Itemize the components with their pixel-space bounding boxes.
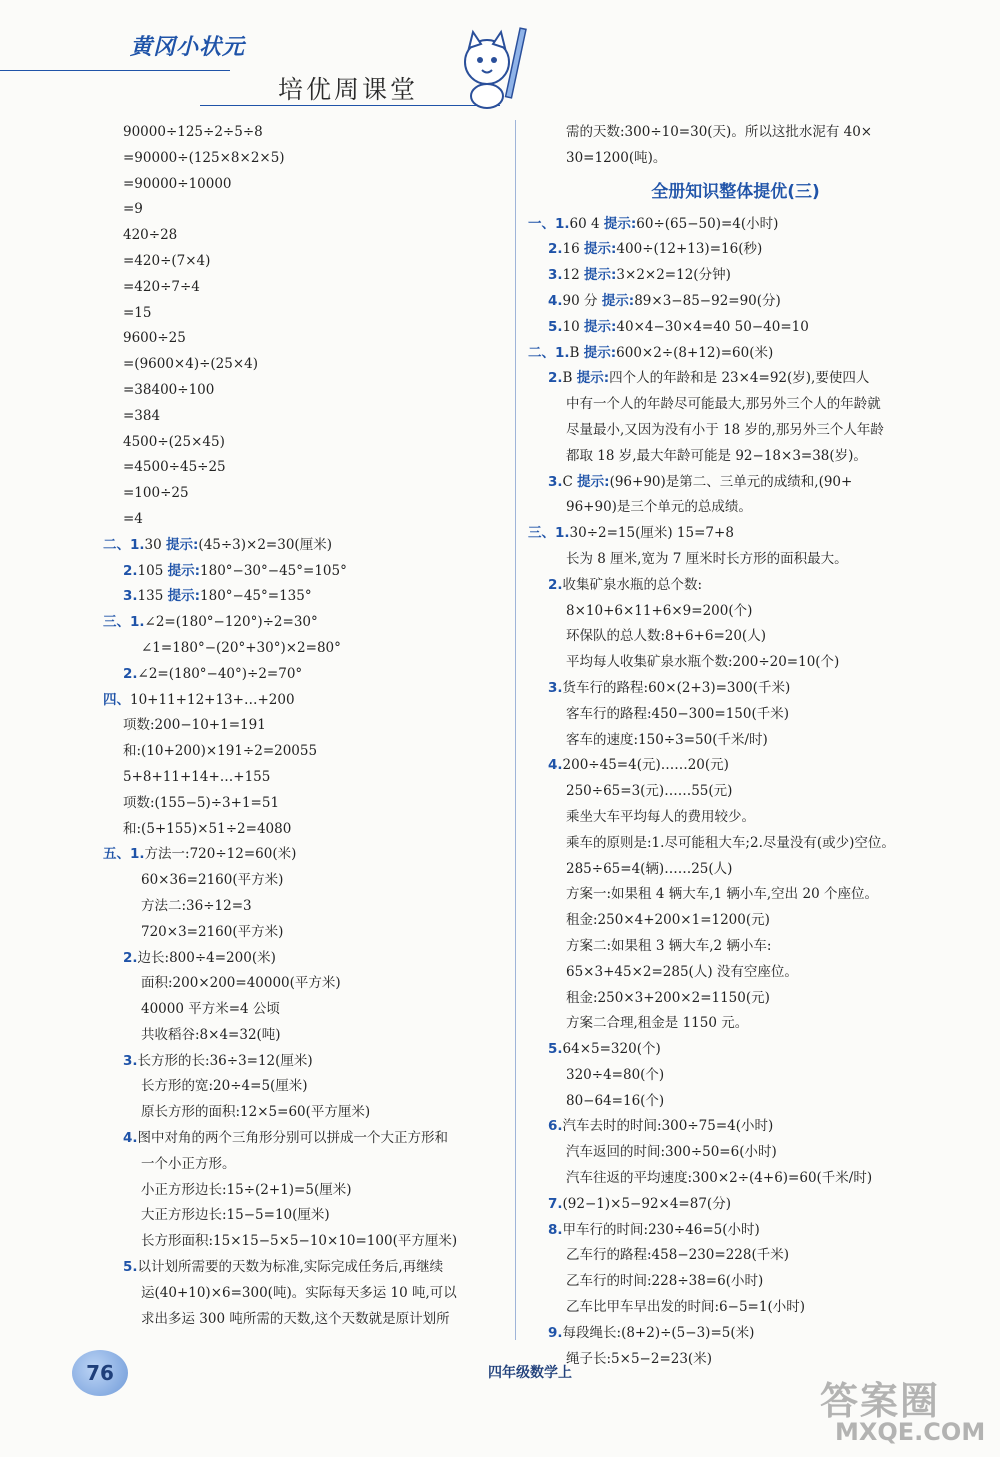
answer-text: 租金:250×4+200×1=1200(元) xyxy=(566,912,770,929)
answer-text: 和:(10+200)×191÷2=20055 xyxy=(123,743,318,760)
hint-text: 40×4−30×4=40 50−40=10 xyxy=(616,318,809,335)
answer-text: 长方形的长:36÷3=12(厘米) xyxy=(137,1052,313,1069)
answer-line xyxy=(528,1321,943,1347)
hint-label: 提示: xyxy=(167,562,201,579)
answer-text: 长方形的宽:20÷4=5(厘米) xyxy=(141,1078,308,1095)
hint-label: 提示: xyxy=(584,241,617,258)
answer-text: 绳子长:5×5−2=23(米) xyxy=(566,1350,712,1367)
cat-mascot-icon xyxy=(455,22,535,112)
hint-text: 60÷(65−50)=4(小时) xyxy=(636,215,779,232)
answer-text: =4500÷45÷25 xyxy=(123,459,226,476)
answer-line xyxy=(528,1218,943,1244)
watermark-url: MXQE.COM xyxy=(835,1418,986,1446)
answer-line xyxy=(103,1229,513,1255)
item-number: 2. xyxy=(123,665,138,682)
answer-line xyxy=(528,908,943,934)
answer-text: =100÷25 xyxy=(123,485,189,502)
answer-text: ∠2=(180°−120°)÷2=30° xyxy=(144,614,318,631)
answer-line xyxy=(528,805,943,831)
answer-text: C xyxy=(562,473,573,490)
hint-label: 提示: xyxy=(583,344,617,361)
book-label: 四年级数学上 xyxy=(488,1365,572,1381)
answer-line xyxy=(528,1269,943,1295)
answer-text: ∠1=180°−(20°+30°)×2=80° xyxy=(141,639,341,656)
answer-line xyxy=(103,713,513,739)
answer-text: 285÷65=4(辆)……25(人) xyxy=(566,860,733,877)
answer-text: 90000÷125÷2÷5÷8 xyxy=(123,124,263,140)
answer-text: 甲车行的时间:230÷46=5(小时) xyxy=(562,1221,760,1238)
right-answer-column xyxy=(528,120,943,1372)
answer-text: 每段绳长:(8+2)÷(5−3)=5(米) xyxy=(562,1324,755,1341)
answer-text: 9600÷25 xyxy=(123,330,186,347)
answer-line xyxy=(103,1203,513,1229)
answer-text: =90000÷10000 xyxy=(123,175,232,192)
answer-line xyxy=(528,470,943,496)
answer-line xyxy=(528,315,943,341)
answer-text: 图中对角的两个三角形分别可以拼成一个大正方形和 xyxy=(137,1130,449,1147)
hint-text: 400÷(12+13)=16(秒) xyxy=(616,241,763,258)
answer-line xyxy=(103,894,513,920)
answer-line xyxy=(103,146,513,172)
answer-line xyxy=(103,430,513,456)
answer-text: 方案一:如果租 4 辆大车,1 辆小车,空出 20 个座位。 xyxy=(566,886,878,903)
answer-text: 30÷2=15(厘米) 15=7+8 xyxy=(569,525,734,542)
answer-line xyxy=(528,650,943,676)
answer-text: 80−64=16(个) xyxy=(566,1092,665,1109)
answer-line xyxy=(103,1023,513,1049)
hint-label: 提示: xyxy=(584,318,617,335)
answer-line xyxy=(528,960,943,986)
answer-text: 64×5=320(个) xyxy=(562,1041,661,1058)
item-number: 9. xyxy=(548,1324,563,1341)
answer-text: (92−1)×5−92×4=87(分) xyxy=(562,1195,731,1212)
answer-line xyxy=(103,946,513,972)
column-divider xyxy=(515,120,516,1340)
answer-text: 16 xyxy=(562,241,580,258)
continued-answer xyxy=(528,120,943,172)
item-number: 3. xyxy=(123,1052,138,1069)
answer-line xyxy=(528,418,943,444)
answer-text: 720×3=2160(平方米) xyxy=(141,923,284,940)
answer-line xyxy=(528,1011,943,1037)
answer-text: 和:(5+155)×51÷2=4080 xyxy=(123,820,292,837)
answer-line xyxy=(103,868,513,894)
answer-line xyxy=(103,1281,513,1307)
answer-line xyxy=(103,223,513,249)
item-number: 3. xyxy=(548,679,563,696)
answer-text: 尽量最小,又因为没有小于 18 岁的,那另外三个人年龄 xyxy=(566,421,884,438)
item-number: 5. xyxy=(123,1259,138,1276)
answer-line xyxy=(103,404,513,430)
answer-line xyxy=(528,1295,943,1321)
answer-line xyxy=(528,831,943,857)
hint-label: 提示: xyxy=(577,473,610,490)
item-number: 2. xyxy=(123,562,138,579)
answer-line xyxy=(528,237,943,263)
answer-line xyxy=(103,662,513,688)
answer-text: =4 xyxy=(123,510,143,527)
answer-line xyxy=(103,559,513,585)
answer-text: 求出多运 300 吨所需的天数,这个天数就是原计划所 xyxy=(141,1310,450,1327)
answer-text: 汽车去时的时间:300÷75=4(小时) xyxy=(562,1118,774,1135)
answer-text: 10+11+12+13+…+200 xyxy=(130,691,295,708)
answer-text: B xyxy=(569,344,580,361)
answer-text: 边长:800÷4=200(米) xyxy=(137,949,276,966)
answer-text: =38400÷100 xyxy=(123,381,215,398)
answer-line xyxy=(528,1243,943,1269)
answer-line xyxy=(103,1178,513,1204)
answer-line xyxy=(103,352,513,378)
answer-text: 汽车往返的平均速度:300×2÷(4+6)=60(千米/时) xyxy=(566,1170,873,1187)
item-number: 5. xyxy=(548,1041,563,1058)
answer-line xyxy=(528,341,943,367)
answer-text: =420÷(7×4) xyxy=(123,252,211,269)
answer-line xyxy=(528,495,943,521)
answer-text: 租金:250×3+200×2=1150(元) xyxy=(566,989,770,1006)
answer-line xyxy=(528,366,943,392)
answer-line xyxy=(103,971,513,997)
answer-line xyxy=(528,521,943,547)
page-header xyxy=(0,0,1000,115)
left-answer-column xyxy=(103,120,513,1332)
answer-line xyxy=(103,997,513,1023)
hint-label: 提示: xyxy=(166,536,199,553)
item-number: 2. xyxy=(548,576,563,593)
answer-line xyxy=(103,1074,513,1100)
item-number: 二、1. xyxy=(528,344,570,361)
answer-text: 大正方形边长:15−5=10(厘米) xyxy=(141,1207,330,1224)
item-number: 2. xyxy=(123,949,138,966)
answer-text: 一个小正方形。 xyxy=(141,1155,236,1172)
hint-text: (45÷3)×2=30(厘米) xyxy=(198,536,332,553)
answer-text: 60×36=2160(平方米) xyxy=(141,872,284,889)
answer-text: 12 xyxy=(562,267,580,284)
answer-text: =90000÷(125×8×2×5) xyxy=(123,149,285,166)
answer-text: 收集矿泉水瓶的总个数: xyxy=(562,576,703,593)
answer-line xyxy=(528,120,943,146)
answer-line xyxy=(103,533,513,559)
answer-text: 平均每人收集矿泉水瓶个数:200÷20=10(个) xyxy=(566,654,840,671)
answer-text: 面积:200×200=40000(平方米) xyxy=(141,975,341,992)
answer-line xyxy=(103,791,513,817)
answer-line xyxy=(528,728,943,754)
section-title: 全册知识整体提优(三) xyxy=(651,181,820,202)
answer-text: 乙车行的时间:228÷38=6(小时) xyxy=(566,1273,764,1290)
item-number: 4. xyxy=(548,757,563,774)
answer-line xyxy=(528,212,943,238)
answer-text: 250÷65=3(元)……55(元) xyxy=(566,783,733,800)
answer-line xyxy=(103,275,513,301)
item-number: 5. xyxy=(548,318,563,335)
answer-text: 长方形面积:15×15−5×5−10×10=100(平方厘米) xyxy=(141,1233,458,1250)
item-number: 3. xyxy=(548,473,563,490)
hint-text: 四个人的年龄和是 23×4=92(岁),要使四人 xyxy=(609,370,870,387)
answer-line xyxy=(528,146,943,172)
item-number: 一、1. xyxy=(528,215,570,232)
answer-text: 96+90)是三个单元的总成绩。 xyxy=(566,499,752,516)
answer-text: 320÷4=80(个) xyxy=(566,1066,665,1083)
answer-line xyxy=(528,1140,943,1166)
answer-text: 都取 18 岁,最大年龄可能是 92−18×3=38(岁)。 xyxy=(566,447,867,464)
answer-line xyxy=(103,1126,513,1152)
answer-text: 需的天数:300÷10=30(天)。所以这批水泥有 40× xyxy=(566,124,873,140)
answer-line xyxy=(528,676,943,702)
answer-line xyxy=(103,197,513,223)
answer-text: 60 4 xyxy=(569,215,600,232)
answer-text: 8×10+6×11+6×9=200(个) xyxy=(566,602,753,619)
answer-text: 项数:(155−5)÷3+1=51 xyxy=(123,794,280,811)
answer-text: 乘车的原则是:1.尽可能租大车;2.尽量没有(或少)空位。 xyxy=(566,834,895,851)
answer-text: 30=1200(吨)。 xyxy=(566,149,667,166)
answer-text: =420÷7÷4 xyxy=(123,278,200,295)
answer-text: =384 xyxy=(123,407,161,424)
answer-text: 方案二:如果租 3 辆大车,2 辆小车: xyxy=(566,937,772,954)
answer-line xyxy=(528,702,943,728)
answer-text: 乙车行的路程:458−230=228(千米) xyxy=(566,1247,790,1264)
answer-text: 105 xyxy=(137,562,164,579)
answer-text: 运(40+10)×6=300(吨)。实际每天多运 10 吨,可以 xyxy=(141,1284,457,1301)
hint-text: 600×2÷(8+12)=60(米) xyxy=(616,344,774,361)
hint-label: 提示: xyxy=(576,370,610,387)
answer-text: B xyxy=(562,370,573,387)
hint-text: 3×2×2=12(分钟) xyxy=(616,267,731,284)
answer-line xyxy=(103,688,513,714)
item-number: 7. xyxy=(548,1195,563,1212)
item-number: 3. xyxy=(548,267,563,284)
answer-line xyxy=(103,249,513,275)
answer-text: 小正方形边长:15÷(2+1)=5(厘米) xyxy=(141,1181,352,1198)
hint-label: 提示: xyxy=(603,215,637,232)
answer-line xyxy=(528,1166,943,1192)
hint-label: 提示: xyxy=(584,267,617,284)
answer-line xyxy=(528,753,943,779)
answer-line xyxy=(103,378,513,404)
answer-line xyxy=(528,1192,943,1218)
hint-text: (96+90)是第二、三单元的成绩和,(90+ xyxy=(609,473,853,490)
answer-line xyxy=(528,986,943,1012)
answer-text: ∠2=(180°−40°)÷2=70° xyxy=(137,665,303,682)
answer-text: 10 xyxy=(562,318,580,335)
watermark-logo: 答案圈 xyxy=(820,1379,941,1423)
answer-line xyxy=(528,882,943,908)
answer-line xyxy=(528,599,943,625)
item-number: 四、 xyxy=(103,691,130,708)
answer-text: 90 分 xyxy=(562,292,598,309)
answer-line xyxy=(103,1255,513,1281)
answer-text: 40000 平方米=4 公顷 xyxy=(141,1001,280,1018)
item-number: 3. xyxy=(123,588,138,605)
answer-line xyxy=(103,172,513,198)
answer-text: 客车的速度:150÷3=50(千米/时) xyxy=(566,731,768,748)
answer-text: 以计划所需要的天数为标准,实际完成任务后,再继续 xyxy=(137,1259,444,1276)
answer-line xyxy=(103,636,513,662)
answer-line xyxy=(528,289,943,315)
answer-text: 货车行的路程:60×(2+3)=300(千米) xyxy=(562,679,791,696)
item-number: 4. xyxy=(548,292,563,309)
hint-text: 180°−45°=135° xyxy=(200,588,312,605)
answer-line xyxy=(528,857,943,883)
answer-text: =(9600×4)÷(25×4) xyxy=(123,356,259,373)
answer-text: =9 xyxy=(123,201,143,218)
item-number: 2. xyxy=(548,370,563,387)
item-number: 2. xyxy=(548,241,563,258)
item-number: 二、1. xyxy=(103,536,145,553)
answer-line xyxy=(528,1037,943,1063)
answer-line xyxy=(103,120,513,146)
answer-line xyxy=(103,842,513,868)
answer-line xyxy=(528,779,943,805)
answer-line xyxy=(528,624,943,650)
answer-text: 420÷28 xyxy=(123,227,178,244)
answer-line xyxy=(103,1049,513,1075)
answer-text: 30 xyxy=(144,536,162,553)
answer-text: 汽车返回的时间:300÷50=6(小时) xyxy=(566,1144,777,1161)
answer-text: 共收稻谷:8×4=32(吨) xyxy=(141,1026,281,1043)
answer-text: 原长方形的面积:12×5=60(平方厘米) xyxy=(141,1104,371,1121)
answer-text: 环保队的总人数:8+6+6=20(人) xyxy=(566,628,766,645)
item-number: 五、1. xyxy=(103,846,145,863)
answer-line xyxy=(103,739,513,765)
answer-text: 长为 8 厘米,宽为 7 厘米时长方形的面积最大。 xyxy=(566,550,848,567)
answer-text: 方案二合理,租金是 1150 元。 xyxy=(566,1015,749,1032)
answer-line xyxy=(103,817,513,843)
answer-line xyxy=(103,584,513,610)
answer-line xyxy=(103,481,513,507)
answer-line xyxy=(103,455,513,481)
section-answers xyxy=(528,212,943,1373)
answer-text: 65×3+45×2=285(人) 没有空座位。 xyxy=(566,963,798,980)
answer-line xyxy=(528,1114,943,1140)
answer-text: 乘坐大车平均每人的费用较少。 xyxy=(566,808,755,825)
brand-logo-text: 黄冈小状元 xyxy=(130,35,246,60)
answer-text: 客车行的路程:450−300=150(千米) xyxy=(566,705,790,722)
hint-label: 提示: xyxy=(167,588,201,605)
answer-text: 4500÷(25×45) xyxy=(123,433,225,450)
hint-text: 89×3−85−92=90(分) xyxy=(634,292,781,309)
item-number: 三、1. xyxy=(528,525,570,542)
answer-line xyxy=(528,573,943,599)
answer-text: 135 xyxy=(137,588,164,605)
answer-line xyxy=(528,547,943,573)
answer-line xyxy=(103,920,513,946)
answer-line xyxy=(528,934,943,960)
answer-text: 项数:200−10+1=191 xyxy=(123,717,266,734)
item-number: 6. xyxy=(548,1118,563,1135)
answer-line xyxy=(103,326,513,352)
answer-line xyxy=(103,1100,513,1126)
answer-text: 方法二:36÷12=3 xyxy=(141,897,252,914)
page-number-badge: 76 xyxy=(72,1350,128,1396)
answer-text: =15 xyxy=(123,304,152,321)
answer-text: 200÷45=4(元)……20(元) xyxy=(562,757,729,774)
answer-line xyxy=(528,444,943,470)
hint-label: 提示: xyxy=(601,292,635,309)
answer-line xyxy=(528,263,943,289)
answer-line xyxy=(103,610,513,636)
answer-text: 方法一:720÷12=60(米) xyxy=(144,846,297,863)
answer-line xyxy=(103,507,513,533)
answer-line xyxy=(528,1063,943,1089)
answer-line xyxy=(528,392,943,418)
item-number: 4. xyxy=(123,1130,138,1147)
answer-line xyxy=(528,1089,943,1115)
answer-line xyxy=(103,765,513,791)
hint-text: 180°−30°−45°=105° xyxy=(200,562,347,579)
answer-line xyxy=(103,1152,513,1178)
answer-text: 中有一个人的年龄尽可能最大,那另外三个人的年龄就 xyxy=(566,396,881,413)
answer-text: 5+8+11+14+…+155 xyxy=(123,768,271,785)
answer-line xyxy=(103,301,513,327)
item-number: 三、1. xyxy=(103,614,145,631)
series-title: 培优周课堂 xyxy=(278,75,419,104)
answer-line xyxy=(103,1307,513,1333)
header-rule xyxy=(0,70,230,71)
item-number: 8. xyxy=(548,1221,563,1238)
answer-text: 乙车比甲车早出发的时间:6−5=1(小时) xyxy=(566,1299,805,1316)
